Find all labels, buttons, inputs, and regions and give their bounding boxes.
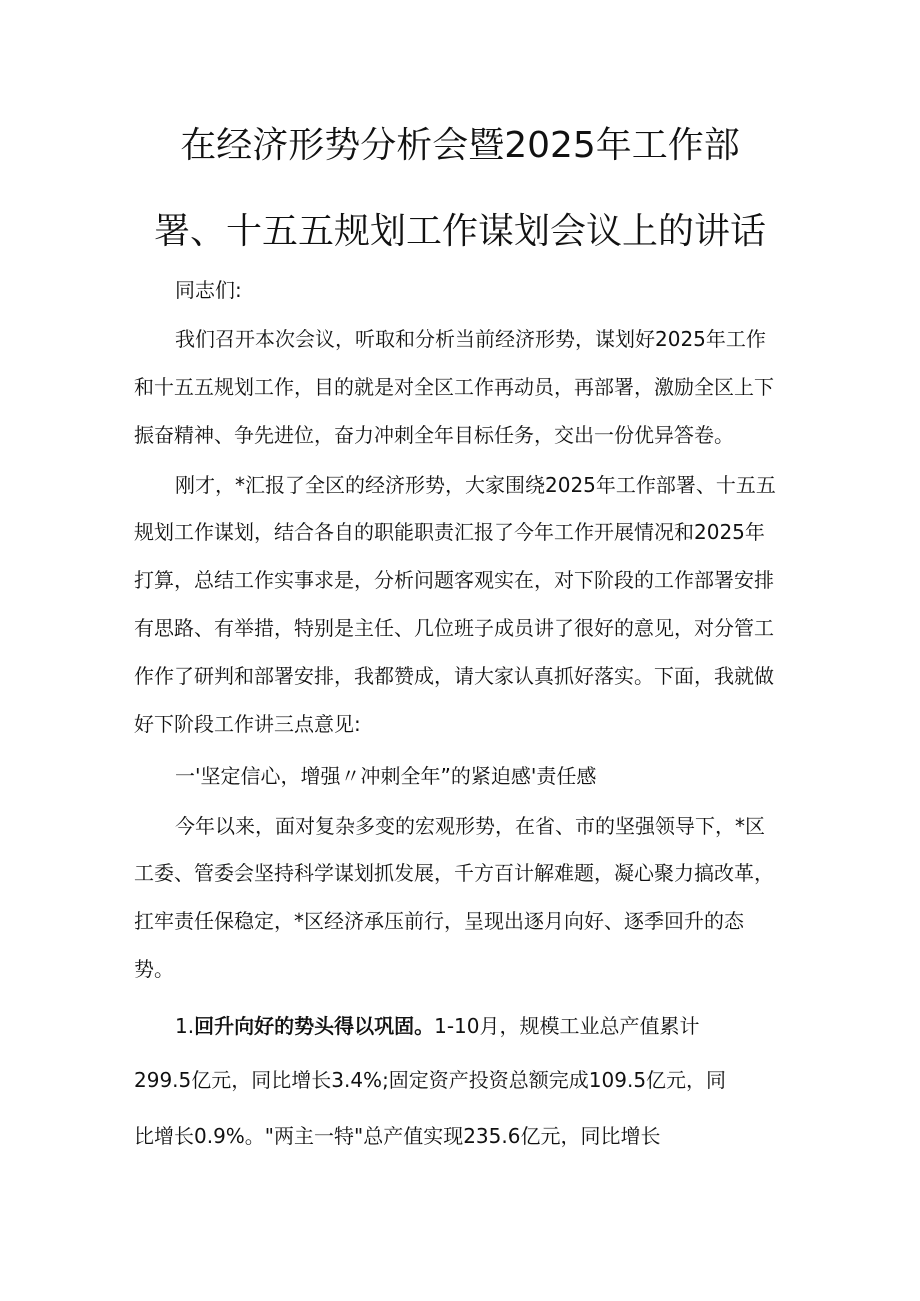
paragraph-2-line-3: 打算，总结工作实事求是，分析问题客观实在，对下阶段的工作部署安排 bbox=[134, 568, 774, 592]
item-1-first-line bbox=[175, 1012, 699, 1040]
paragraph-2-line-1: 刚才，*汇报了全区的经济形势，大家围绕2025年工作部署、十五五 bbox=[175, 473, 776, 497]
item-1-line-3: 比增长0.9%。"两主一特"总产值实现235.6亿元，同比增长 bbox=[134, 1124, 661, 1148]
paragraph-3-line-1: 今年以来，面对复杂多变的宏观形势，在省、市的坚强领导下，*区 bbox=[175, 814, 765, 838]
paragraph-1-line-3: 振奋精神、争先进位，奋力冲刺全年目标任务，交出一份优异答卷。 bbox=[134, 423, 734, 447]
paragraph-2-line-5: 作作了研判和部署安排，我都赞成，请大家认真抓好落实。下面，我就做 bbox=[134, 664, 774, 688]
paragraph-2-line-6: 好下阶段工作讲三点意见: bbox=[134, 712, 361, 736]
item-1-heading: 回升向好的势头得以巩固。 bbox=[194, 1014, 435, 1038]
paragraph-1-line-2: 和十五五规划工作，目的就是对全区工作再动员，再部署，激励全区上下 bbox=[134, 375, 774, 399]
document-title-line-1: 在经济形势分析会暨2025年工作部 bbox=[180, 125, 740, 166]
paragraph-3-line-3: 扛牢责任保稳定，*区经济承压前行，呈现出逐月向好、逐季回升的态 bbox=[134, 909, 744, 933]
item-1-number: 1. bbox=[175, 1014, 195, 1038]
paragraph-2-line-2: 规划工作谋划，结合各自的职能职责汇报了今年工作开展情况和2025年 bbox=[134, 520, 765, 544]
section-1-heading: 一'坚定信心，增强〃冲刺全年”的紧迫感'责任感 bbox=[175, 764, 597, 788]
paragraph-3-line-2: 工委、管委会坚持科学谋划抓发展，千方百计解难题，凝心聚力搞改革， bbox=[134, 861, 774, 885]
paragraph-1-line-1: 我们召开本次会议，听取和分析当前经济形势，谋划好2025年工作 bbox=[175, 327, 766, 351]
document-title-line-2: 署、十五五规划工作谋划会议上的讲话 bbox=[153, 211, 766, 252]
paragraph-3-line-4: 势。 bbox=[134, 957, 174, 981]
salutation: 同志们: bbox=[175, 278, 242, 302]
item-1-text: 1-10月，规模工业总产值累计 bbox=[434, 1014, 700, 1038]
paragraph-2-line-4: 有思路、有举措，特别是主任、几位班子成员讲了很好的意见，对分管工 bbox=[134, 616, 774, 640]
item-1-line-2: 299.5亿元，同比增长3.4%;固定资产投资总额完成109.5亿元，同 bbox=[134, 1068, 727, 1092]
